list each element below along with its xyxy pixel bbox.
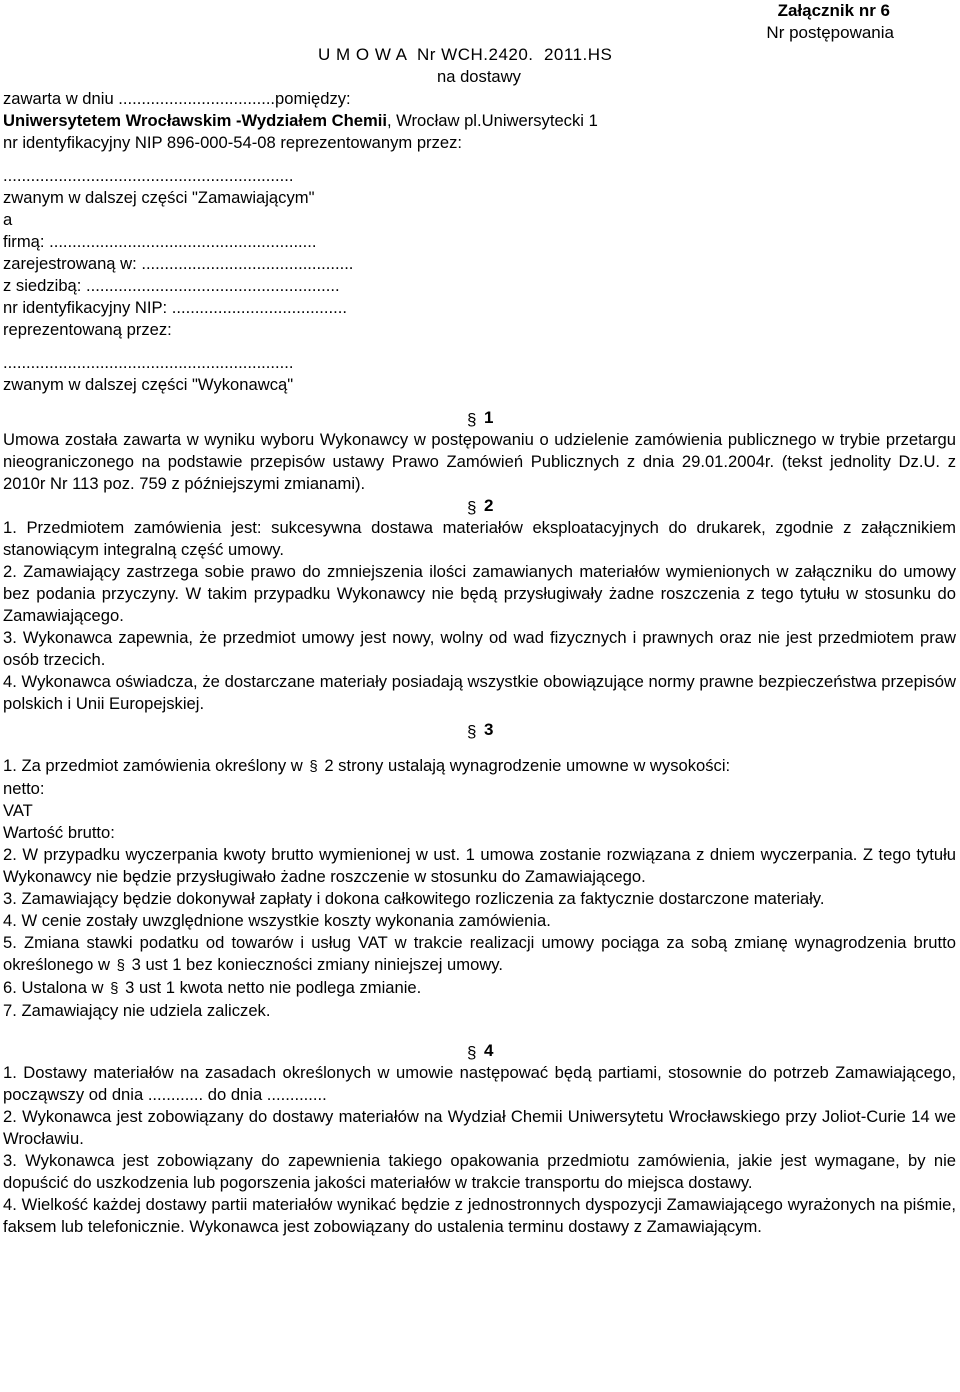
paragraph-sign-icon: §: [467, 1043, 477, 1062]
contract-title: U M O W A Nr WCH.2420. 2011.HS: [318, 45, 613, 64]
section-3-item-6-a: 6. Ustalona w: [3, 978, 104, 997]
section-4-item-4: 4. Wielkość każdej dostawy partii materiałów wynikać będzie z jednostronnych dyspozycji Zamawiającego wyrażonych na piśmie, faksem lub telefonicznie. Wykonawca jest zobowiązany do ustalenia terminu dostawy z Zamawiającym.: [3, 1195, 956, 1236]
company-line: firmą: ..........................................................: [3, 232, 317, 251]
vat-label: VAT: [3, 801, 33, 820]
section-3-item-7: 7. Zamawiający nie udziela zaliczek.: [3, 1001, 271, 1020]
section-1-text: Umowa została zawarta w wyniku wyboru Wykonawcy w postępowaniu o udzielenie zamówienia publicznego w trybie przetargu nieograniczonego na podstawie przepisów ustawy Prawo Zamówień Publicznych z dnia 29.01.2004r. (tekst jednolity Dz.U. z 2010r Nr 113 poz. 759 z późniejszymi zmianami).: [3, 430, 956, 493]
university-line: [3, 110, 956, 132]
contractor-representative-dots: ...............................................................: [3, 353, 294, 372]
paragraph-sign-icon: §: [467, 722, 477, 741]
contractor-nip-line: nr identyfikacyjny NIP: ......................................: [3, 298, 347, 317]
section-3-item-1: [3, 755, 956, 778]
section-3-item-1-a: 1. Za przedmiot zamówienia określony w: [3, 756, 303, 775]
representative-dots: ...............................................................: [3, 166, 294, 185]
section-3-item-6-b: 3 ust 1 kwota netto nie podlega zmianie.: [125, 978, 422, 997]
section-2-heading: [3, 495, 956, 517]
paragraph-sign-icon: §: [309, 758, 318, 775]
document-header: [3, 0, 956, 66]
section-2-item-4: 4. Wykonawca oświadcza, że dostarczane materiały posiadają wszystkie obowiązujące normy prawne bezpieczeństwa przepisów polskich i Unii Europejskiej.: [3, 672, 956, 713]
section-4-item-2: 2. Wykonawca jest zobowiązany do dostawy materiałów na Wydział Chemii Uniwersytetu Wrocławskiego przy Joliot-Curie 14 we Wrocławiu.: [3, 1107, 956, 1148]
net-label: netto:: [3, 779, 45, 798]
paragraph-sign-icon: §: [116, 957, 125, 974]
university-name: Uniwersytetem Wrocławskim -Wydziałem Chemii: [3, 111, 387, 130]
parties-block: [3, 88, 956, 396]
university-nip-line: nr identyfikacyjny NIP 896-000-54-08 reprezentowanym przez:: [3, 133, 463, 152]
section-2-item-3: 3. Wykonawca zapewnia, że przedmiot umowy jest nowy, wolny od wad fizycznych i prawnych oraz nie jest przedmiotem praw osób trzecich.: [3, 628, 956, 669]
section-4-item-1: 1. Dostawy materiałów na zasadach określonych w umowie następować będą partiami, stosownie do potrzeb Zamawiającego, począwszy od dnia ............ do dnia .............: [3, 1063, 956, 1104]
attachment-label: Załącznik nr 6: [777, 1, 890, 20]
section-3-heading: [3, 719, 956, 741]
section-4-number: 4: [484, 1041, 494, 1060]
section-3-item-1-b: 2 strony ustalają wynagrodzenie umowne w wysokości:: [324, 756, 731, 775]
contractor-label: zwanym w dalszej części "Wykonawcą": [3, 375, 294, 394]
gross-label: Wartość brutto:: [3, 823, 115, 842]
procedure-number-label: Nr postępowania: [766, 23, 894, 42]
section-3-item-6: [3, 977, 956, 1000]
paragraph-sign-icon: §: [467, 410, 477, 429]
contract-date-line: zawarta w dniu ..................................pomiędzy:: [3, 89, 351, 108]
contractor-representative-line: reprezentowaną przez:: [3, 320, 172, 339]
contract-subtitle: na dostawy: [437, 67, 521, 86]
section-3-item-2: 2. W przypadku wyczerpania kwoty brutto wymienionej w ust. 1 umowa zostanie rozwiązana z dniem wyczerpania. Z tego tytułu Wykonawcy nie będzie przysługiwało żadne roszczenie w stosunku do Zamawiającego.: [3, 845, 956, 886]
registered-line: zarejestrowaną w: ..............................................: [3, 254, 354, 273]
section-2-number: 2: [484, 496, 494, 515]
paragraph-sign-icon: §: [110, 980, 119, 997]
section-4-item-3: 3. Wykonawca jest zobowiązany do zapewnienia takiego opakowania przedmiotu zamówienia, jakie jest wymagane, by nie dopuścić do uszkodzenia lub pogorszenia jakości materiałów w trakcie transportu do miejsca dostawy.: [3, 1151, 956, 1192]
section-2-item-2: 2. Zamawiający zastrzega sobie prawo do zmniejszenia ilości zamawianych materiałów wymienionych w załączniku do umowy bez podania przyczyny. W takim przypadku Wykonawcy nie będą przysługiwały żadne roszczenia z tego tytułu w stosunku do Zamawiającego.: [3, 562, 956, 625]
section-4-heading: [3, 1040, 956, 1062]
university-address: , Wrocław pl.Uniwersytecki 1: [386, 111, 598, 130]
section-3-item-3: 3. Zamawiający będzie dokonywał zapłaty i dokona całkowitego rozliczenia za faktycznie dostarczone materiały.: [3, 889, 825, 908]
section-3-number: 3: [484, 720, 494, 739]
paragraph-sign-icon: §: [467, 498, 477, 517]
and-line: a: [3, 210, 13, 229]
section-1-heading: [3, 407, 956, 429]
section-1-number: 1: [484, 408, 494, 427]
section-2-item-1: 1. Przedmiotem zamówienia jest: sukcesywna dostawa materiałów eksploatacyjnych do drukarek, zgodnie z załącznikiem stanowiącym integralną część umowy.: [3, 518, 956, 559]
section-3-item-5: [3, 932, 956, 977]
ordering-party-label: zwanym w dalszej części "Zamawiającym": [3, 188, 315, 207]
section-3-item-4: 4. W cenie zostały uwzględnione wszystkie koszty wykonania zamówienia.: [3, 911, 551, 930]
seat-line: z siedzibą: .......................................................: [3, 276, 340, 295]
section-3-item-5-b: 3 ust 1 bez konieczności zmiany niniejszej umowy.: [131, 955, 503, 974]
section-3-item-5-a: 5. Zmiana stawki podatku od towarów i usług VAT w trakcie realizacji umowy pociąga za sobą zmianę wynagrodzenia brutto określonego w: [3, 933, 956, 974]
